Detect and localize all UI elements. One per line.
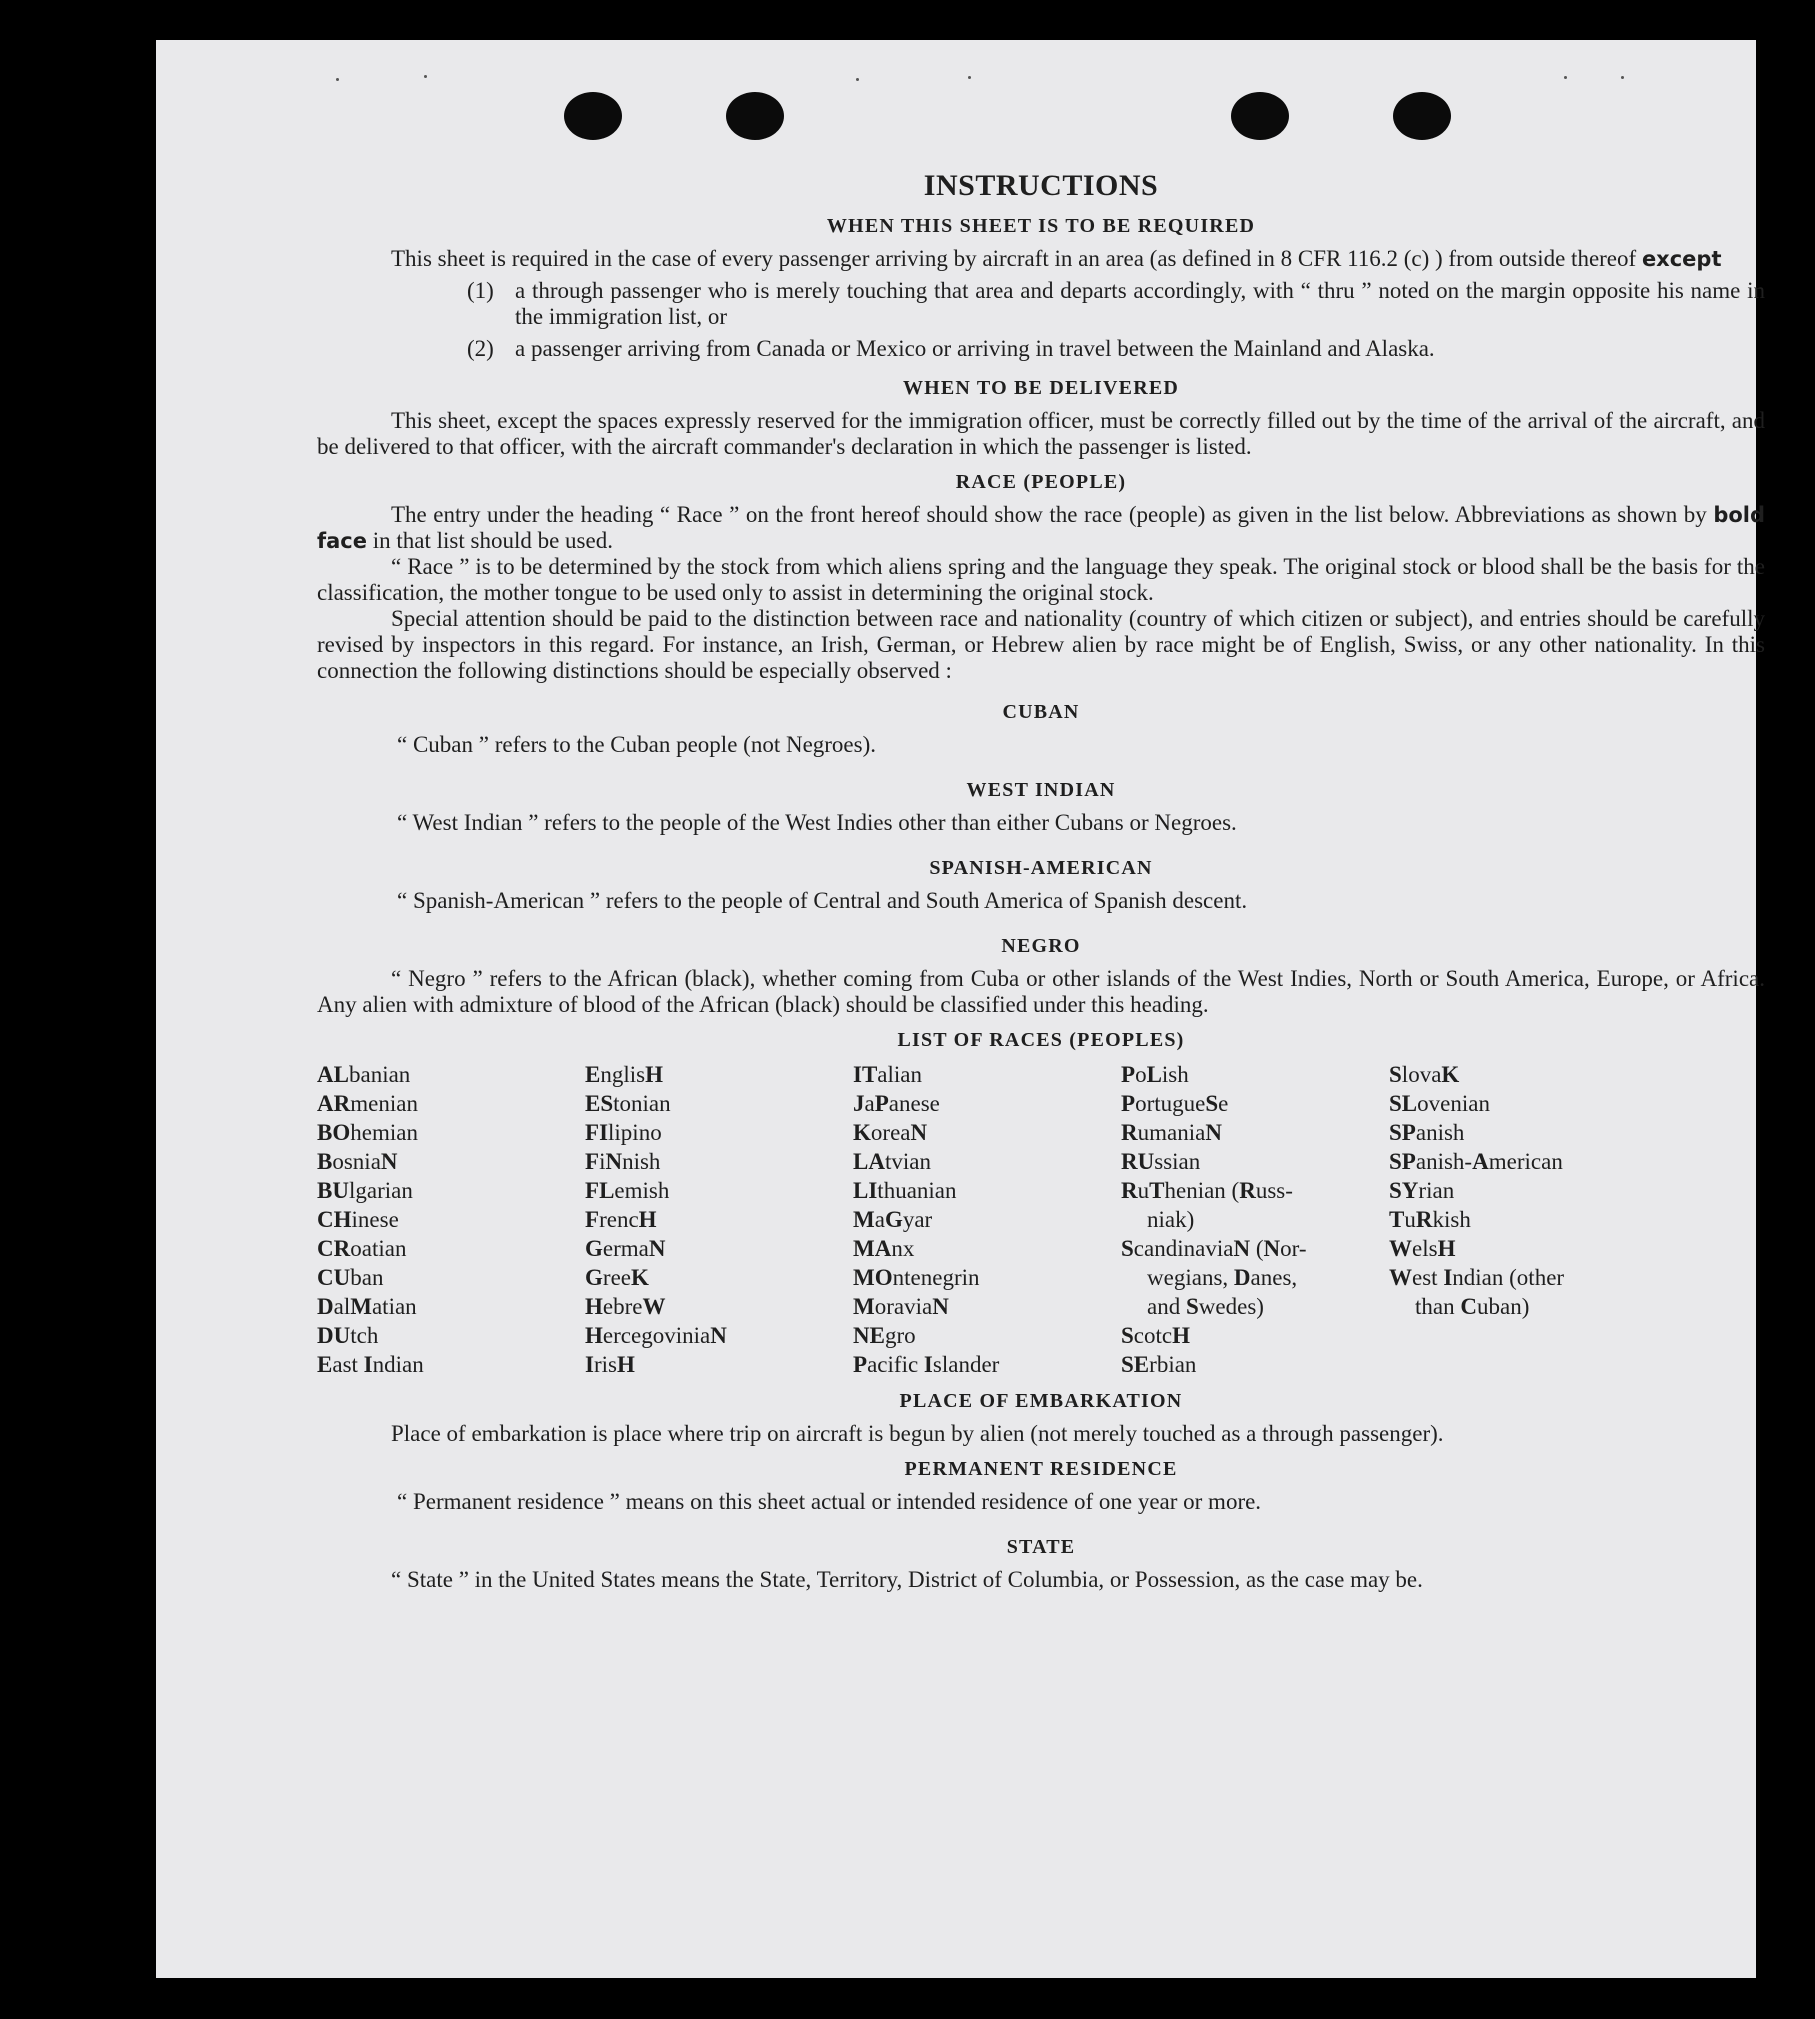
race-entry: MoraviaN [853, 1294, 949, 1319]
heading-cuban: CUBAN [1002, 701, 1080, 723]
heading-race: RACE (PEOPLE) [955, 471, 1127, 493]
race-entry: niak) [1147, 1207, 1195, 1232]
speck [1621, 76, 1624, 79]
speck [424, 75, 427, 78]
race-entry: FIlipino [585, 1120, 662, 1145]
document-page [156, 40, 1766, 1978]
race-entry: IrisH [585, 1352, 635, 1377]
speck [336, 78, 339, 81]
race-entry: RUssian [1121, 1149, 1201, 1174]
when-required-intro: This sheet is required in the case of every passenger arriving by aircraft in an area (as defined in 8 CFR 116.2 (c) ) from outside thereof except [391, 246, 1722, 271]
race-entry: East Indian [317, 1352, 424, 1377]
punch-hole [564, 92, 622, 140]
race-entry: MaGyar [853, 1207, 933, 1232]
exception-item: (2) a passenger arriving from Canada or Mexico or arriving in travel between the Mainland and Alaska. [467, 336, 1435, 361]
exception-item: (1) a through passenger who is merely touching that area and departs accordingly, with “ thru ” noted on the margin opposite his name in the immigration list, or [467, 278, 1765, 329]
race-entry: ScandinaviaN (Nor- [1121, 1236, 1307, 1261]
race-entry: wegians, Danes, [1147, 1265, 1298, 1290]
heading-list-of-races: LIST OF RACES (PEOPLES) [897, 1029, 1185, 1051]
race-entry: NEgro [853, 1323, 916, 1348]
race-entry: PoLish [1121, 1062, 1189, 1087]
race-entry: ITalian [853, 1062, 923, 1087]
race-entry: RuThenian (Russ- [1121, 1178, 1293, 1203]
race-entry: SPanish [1389, 1120, 1465, 1145]
race-entry: LIthuanian [853, 1178, 957, 1203]
race-entry: WelsH [1389, 1236, 1456, 1261]
race-entry: SYrian [1389, 1178, 1455, 1203]
heading-state: STATE [1006, 1536, 1076, 1558]
speck [856, 78, 859, 81]
race-entry: ALbanian [317, 1062, 411, 1087]
west-indian-text: “ West Indian ” refers to the people of the West Indies other than either Cubans or Negroes. [397, 810, 1237, 835]
when-delivered-text: This sheet, except the spaces expressly reserved for the immigration officer, must be correctly filled out by the time of the arrival of the aircraft, and be delivered to that officer, with the aircraft commander's declaration in which the passenger is listed. [317, 408, 1765, 459]
race-column [853, 1060, 1121, 1379]
cuban-text: “ Cuban ” refers to the Cuban people (not Negroes). [397, 732, 877, 757]
race-entry: than Cuban) [1415, 1294, 1530, 1319]
race-entry: KoreaN [853, 1120, 928, 1145]
race-entry: HercegoviniaN [585, 1323, 727, 1348]
race-paragraph-2: “ Race ” is to be determined by the stock from which aliens spring and the language they speak. The original stock or blood shall be the basis for the classification, the mother tongue to be used only to assist in determining the original stock. [317, 554, 1765, 605]
speck [1564, 76, 1567, 79]
race-entry: TuRkish [1389, 1207, 1471, 1232]
heading-when-delivered: WHEN TO BE DELIVERED [902, 377, 1180, 399]
speck [968, 76, 971, 79]
race-entry: FrencH [585, 1207, 657, 1232]
punch-hole [1231, 92, 1289, 140]
race-entry: HebreW [585, 1294, 666, 1319]
race-entry: PortugueSe [1121, 1091, 1229, 1116]
race-entry: ARmenian [317, 1091, 418, 1116]
state-text: “ State ” in the United States means the State, Territory, District of Columbia, or Possession, as the case may be. [391, 1567, 1423, 1592]
race-entry: DUtch [317, 1323, 379, 1348]
race-entry: GreeK [585, 1265, 649, 1290]
race-entry: JaPanese [853, 1091, 940, 1116]
race-entry: FLemish [585, 1178, 670, 1203]
heading-spanish-american: SPANISH-AMERICAN [929, 857, 1153, 879]
heading-embarkation: PLACE OF EMBARKATION [899, 1390, 1183, 1412]
permanent-residence-text: “ Permanent residence ” means on this sheet actual or intended residence of one year or more. [397, 1489, 1262, 1514]
race-entry: and Swedes) [1147, 1294, 1264, 1319]
race-entry: GermaN [585, 1236, 666, 1261]
race-entry: DalMatian [317, 1294, 417, 1319]
embarkation-text: Place of embarkation is place where trip on aircraft is begun by alien (not merely touched as a through passenger). [391, 1421, 1444, 1446]
punch-hole [1393, 92, 1451, 140]
race-column [1121, 1060, 1389, 1379]
race-entry: FiNnish [585, 1149, 661, 1174]
race-paragraph-1: The entry under the heading “ Race ” on the front hereof should show the race (people) as given in the list below. Abbreviations as shown by bold face in that list should be used. [317, 502, 1766, 553]
race-entry: Pacific Islander [853, 1352, 1000, 1377]
race-entry: ScotcH [1121, 1323, 1191, 1348]
race-paragraph-3: Special attention should be paid to the distinction between race and nationality (country of which citizen or subject), and entries should be carefully revised by inspectors in this regard. For instance, an Irish, German, or Hebrew alien by race might be of English, Swiss, or any other nationality. In this connection the following distinctions should be especially observed : [317, 606, 1765, 683]
race-entry: BosniaN [317, 1149, 398, 1174]
race-entry: MAnx [853, 1236, 915, 1261]
race-entry: SLovenian [1389, 1091, 1490, 1116]
race-column [585, 1060, 853, 1379]
race-entry: West Indian (other [1389, 1265, 1565, 1290]
heading-permanent-residence: PERMANENT RESIDENCE [904, 1458, 1178, 1480]
negro-text: “ Negro ” refers to the African (black), whether coming from Cuba or other islands of the West Indies, North or South America, Europe, or Africa. Any alien with admixture of blood of the African (black) should be classified under this heading. [317, 966, 1765, 1017]
race-entry: BUlgarian [317, 1178, 413, 1203]
race-entry: RumaniaN [1121, 1120, 1222, 1145]
race-column [317, 1060, 585, 1379]
race-column [1389, 1060, 1657, 1379]
spanish-american-text: “ Spanish-American ” refers to the people of Central and South America of Spanish descent. [397, 888, 1248, 913]
punch-hole [726, 92, 784, 140]
race-entry: SErbian [1121, 1352, 1197, 1377]
race-entry: EStonian [585, 1091, 671, 1116]
race-entry: LAtvian [853, 1149, 931, 1174]
heading-west-indian: WEST INDIAN [966, 779, 1116, 801]
page-title: INSTRUCTIONS [923, 169, 1159, 202]
heading-when-required: WHEN THIS SHEET IS TO BE REQUIRED [826, 215, 1256, 237]
race-entry: SPanish-American [1389, 1149, 1563, 1174]
race-entry: EnglisH [585, 1062, 663, 1087]
race-entry: CRoatian [317, 1236, 407, 1261]
race-entry: CHinese [317, 1207, 399, 1232]
race-entry: CUban [317, 1265, 384, 1290]
instructions-content [317, 168, 1765, 1593]
race-entry: SlovaK [1389, 1062, 1460, 1087]
race-entry: MOntenegrin [853, 1265, 980, 1290]
race-entry: BOhemian [317, 1120, 418, 1145]
heading-negro: NEGRO [1001, 935, 1081, 957]
races-list [317, 1060, 1765, 1379]
